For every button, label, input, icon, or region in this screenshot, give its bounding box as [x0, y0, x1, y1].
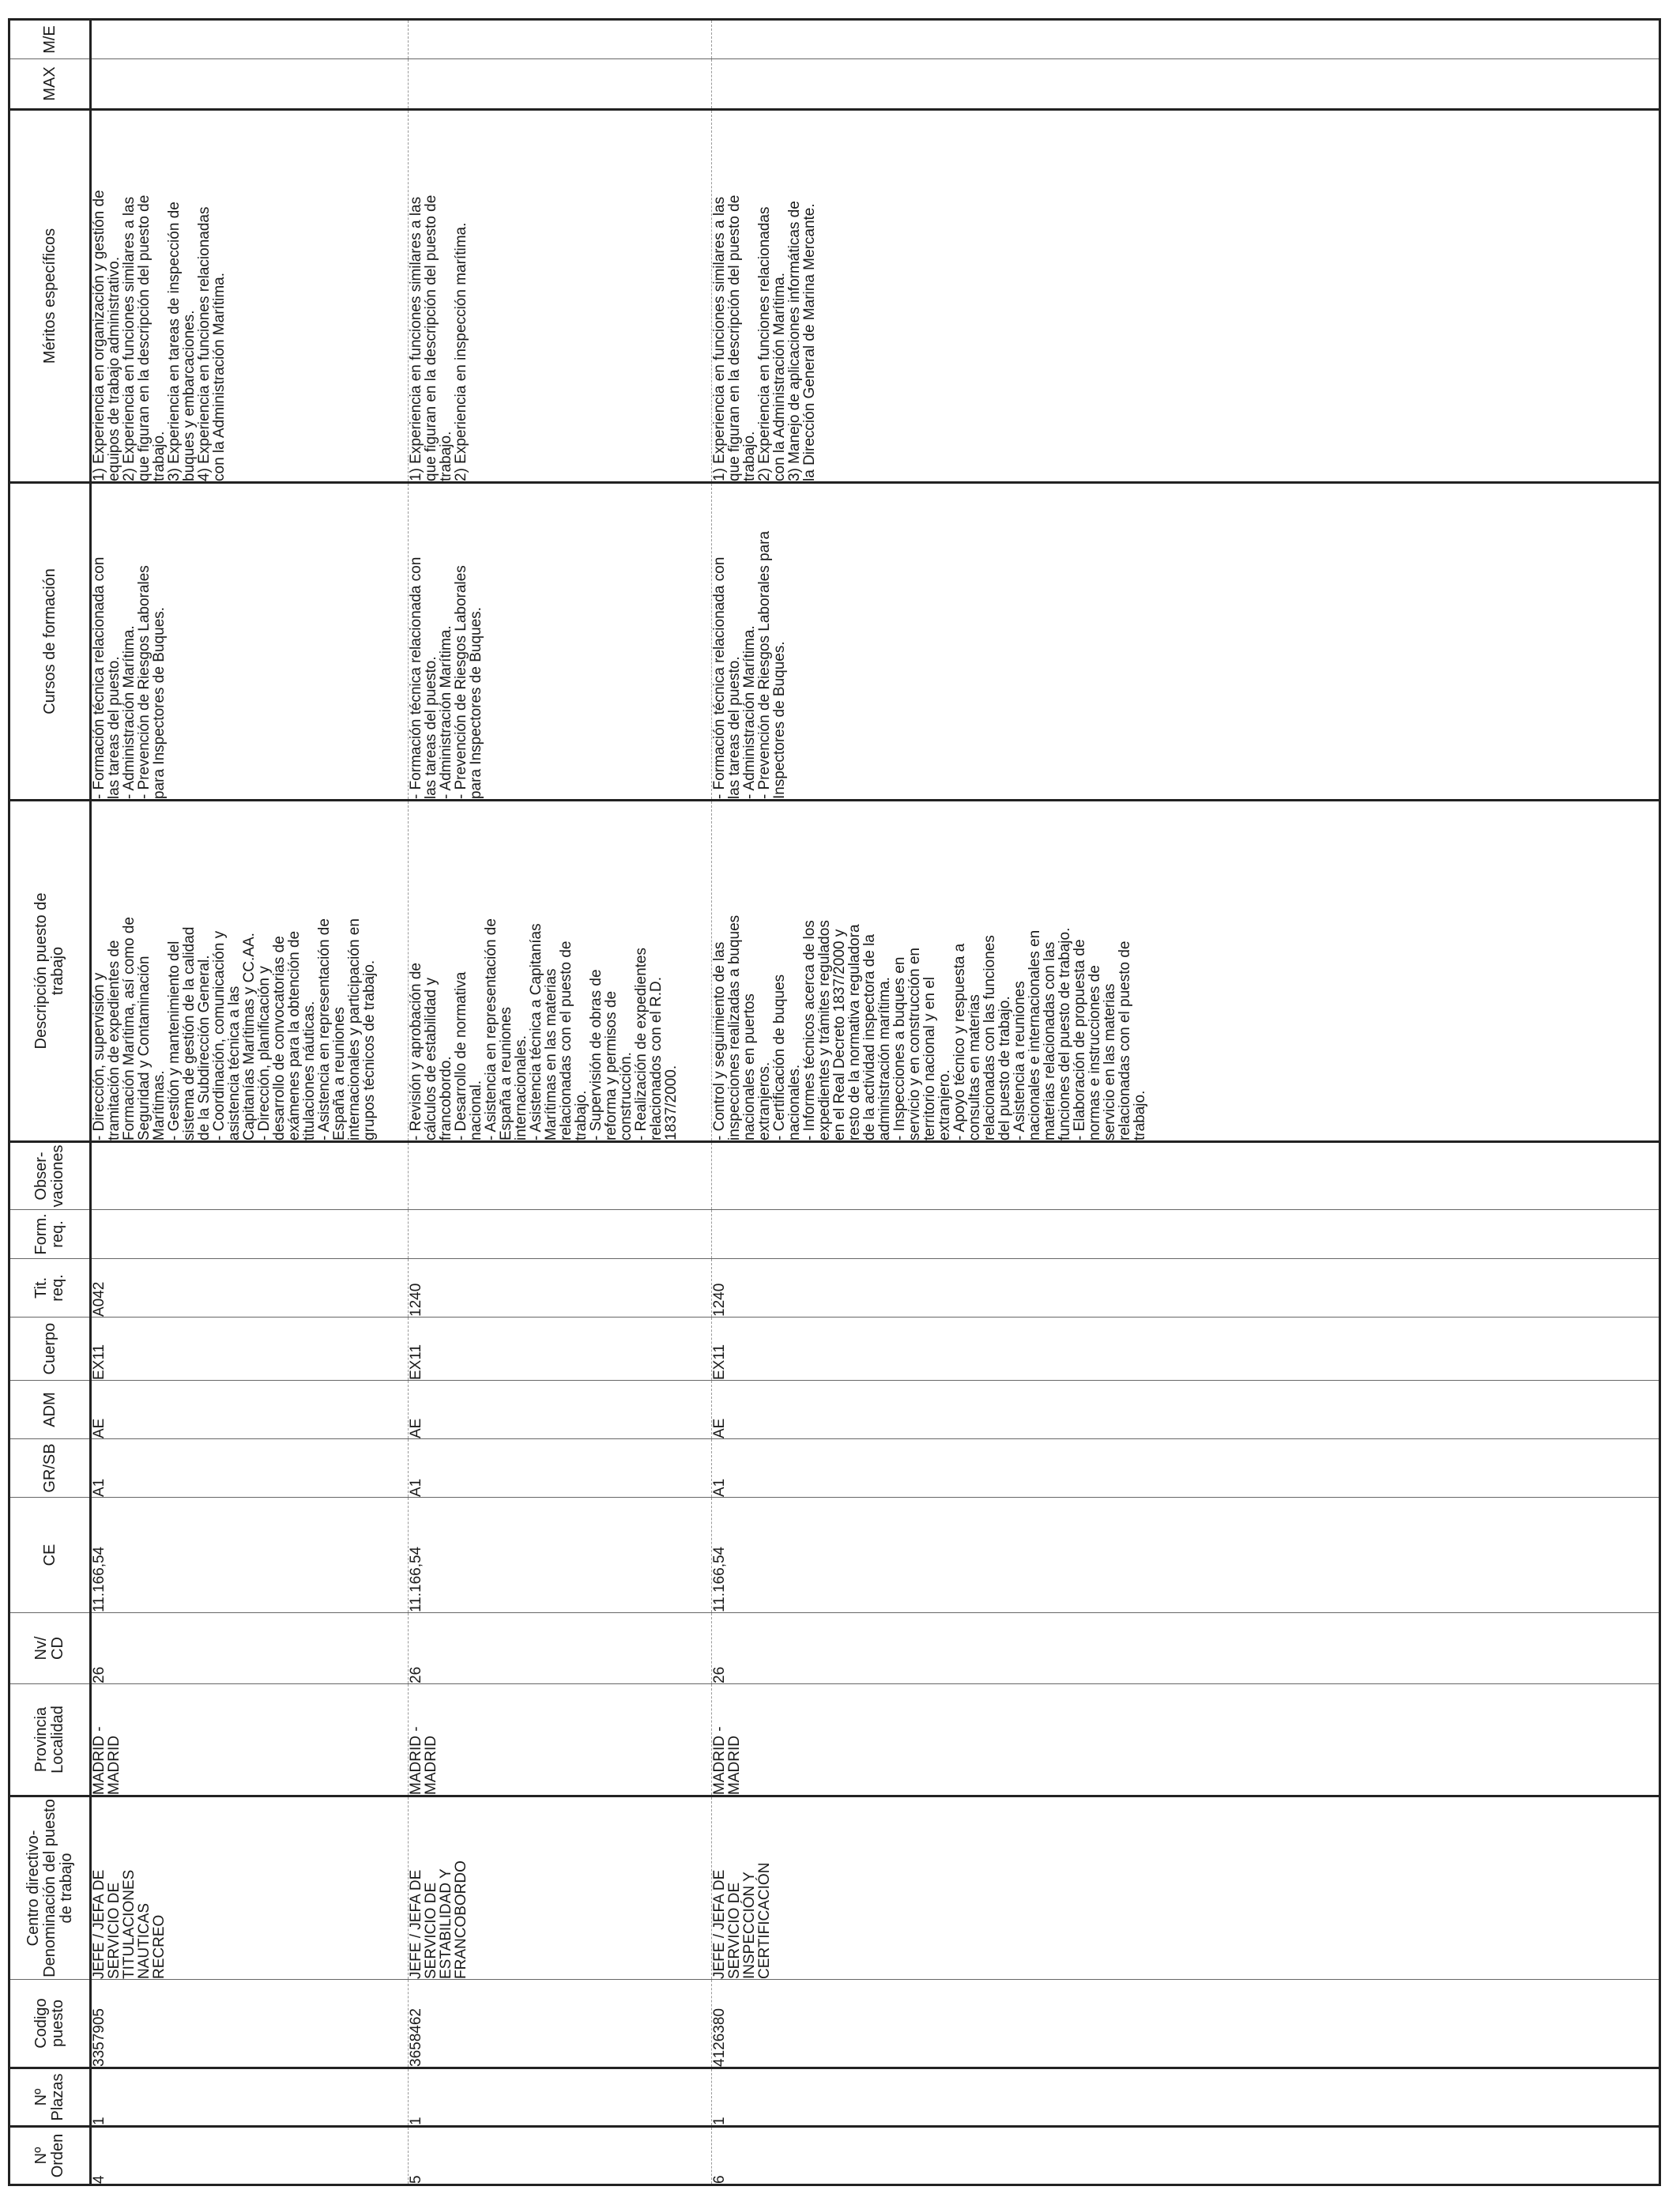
header-formacion: Form. req. [9, 1210, 91, 1259]
cell-provincia: MADRID - MADRID [91, 1684, 409, 1796]
vacancies-table [8, 18, 1661, 2186]
cell-observaciones [91, 1142, 409, 1210]
header-meritos: Méritos específicos [9, 110, 91, 483]
table-row [712, 20, 1660, 2185]
cell-ce: 11.166,54 [91, 1498, 409, 1613]
cell-codigo: 3357905 [91, 1980, 409, 2068]
cell-nivel: 26 [409, 1613, 712, 1684]
header-me: M/E [9, 20, 91, 59]
table-row [409, 20, 712, 2185]
cell-adm: AE [409, 1381, 712, 1439]
cell-titulacion: 1240 [712, 1259, 1660, 1318]
cell-provincia: MADRID - MADRID [712, 1684, 1660, 1796]
cell-orden: 4 [91, 2127, 409, 2185]
header-max: MAX [9, 59, 91, 110]
cell-cuerpo: EX11 [409, 1318, 712, 1381]
cell-meritos: 1) Experiencia en funciones similares a las que figuran en la descripción del puesto de trabajo. 2) Experiencia en funciones relacionadas con la Administración Marítima. 3) Manejo de aplicaciones informáticas de la Dirección General de Marina Mercante. [712, 110, 1660, 483]
cell-nivel: 26 [712, 1613, 1660, 1684]
cell-descripcion: - Dirección, supervisión y tramitación de expedientes de Formación Marítima, así como de Seguridad y Contaminación Marítimas. - Gestión y mantenimiento del sistema de gestión de la calidad de la Subdirección General. - Coordinación, comunicación y asistencia técnica a las Capitanías Marítimas y CC.AA. - Dirección, planificación y desarrollo de convocatorias de exámenes para la obtención de titulaciones náuticas. - Asistencia en representación de España a reuniones internacionales y participación en grupos técnicos de trabajo. [91, 801, 409, 1142]
cell-adm: AE [712, 1381, 1660, 1439]
cell-centro: JEFE / JEFA DE SERVICIO DE ESTABILIDAD Y FRANCOBORDO [409, 1796, 712, 1980]
cell-cursos: - Formación técnica relacionada con las tareas del puesto. - Administración Marítima. - Prevención de Riesgos Laborales para Inspectores de Buques. [712, 483, 1660, 801]
cell-plazas: 1 [712, 2068, 1660, 2127]
cell-formacion [712, 1210, 1660, 1259]
cell-codigo: 4126380 [712, 1980, 1660, 2068]
header-cursos: Cursos de formación [9, 483, 91, 801]
header-cuerpo: Cuerpo [9, 1318, 91, 1381]
header-centro: Centro directivo- Denominación del puesto de trabajo [9, 1796, 91, 1980]
cell-observaciones [712, 1142, 1660, 1210]
cell-cursos: - Formación técnica relacionada con las tareas del puesto. - Administración Marítima. - Prevención de Riesgos Laborales para Inspectores de Buques. [91, 483, 409, 801]
cell-centro: JEFE / JEFA DE SERVICIO DE TITULACIONES NAUTICAS RECREO [91, 1796, 409, 1980]
header-row [9, 20, 91, 2185]
cell-meritos: 1) Experiencia en funciones similares a las que figuran en la descripción del puesto de trabajo. 2) Experiencia en inspección marítima. [409, 110, 712, 483]
cell-ce: 11.166,54 [409, 1498, 712, 1613]
cell-titulacion: 1240 [409, 1259, 712, 1318]
cell-orden: 6 [712, 2127, 1660, 2185]
header-codigo: Codigo puesto [9, 1980, 91, 2068]
table-row [91, 20, 409, 2185]
cell-me [409, 20, 712, 59]
header-nivel: Nv/ CD [9, 1613, 91, 1684]
header-titulacion: Tit. req. [9, 1259, 91, 1318]
cell-descripcion: - Revisión y aprobación de cálculos de estabilidad y francobordo. - Desarrollo de normativa nacional. - Asistencia en representación de España a reuniones internacionales. - Asistencia técnica a Capitanías Marítimas en las materias relacionadas con el puesto de trabajo. - Supervisión de obras de reforma y permisos de construcción. - Realización de expedientes relacionados con el R.D. 1837/2000. [409, 801, 712, 1142]
cell-grupo: A1 [409, 1439, 712, 1498]
cell-max [409, 59, 712, 110]
cell-meritos: 1) Experiencia en organización y gestión de equipos de trabajo administrativo. 2) Experiencia en funciones similares a las que figuran en la descripción del puesto de trabajo. 3) Experiencia en tareas de inspección de buques y embarcaciones. 4) Experiencia en funciones relacionadas con la Administración Marítima. [91, 110, 409, 483]
cell-ce: 11.166,54 [712, 1498, 1660, 1613]
header-ce: CE [9, 1498, 91, 1613]
cell-grupo: A1 [712, 1439, 1660, 1498]
cell-titulacion: A042 [91, 1259, 409, 1318]
cell-centro: JEFE / JEFA DE SERVICIO DE INSPECCIÓN Y CERTIFICACIÓN [712, 1796, 1660, 1980]
header-descripcion: Descripción puesto de trabajo [9, 801, 91, 1142]
cell-cuerpo: EX11 [91, 1318, 409, 1381]
cell-codigo: 3658462 [409, 1980, 712, 2068]
cell-cursos: - Formación técnica relacionada con las tareas del puesto. - Administración Marítima. - Prevención de Riesgos Laborales para Inspectores de Buques. [409, 483, 712, 801]
cell-formacion [91, 1210, 409, 1259]
cell-cuerpo: EX11 [712, 1318, 1660, 1381]
cell-plazas: 1 [409, 2068, 712, 2127]
cell-me [91, 20, 409, 59]
header-plazas: Nº Plazas [9, 2068, 91, 2127]
cell-formacion [409, 1210, 712, 1259]
header-adm: ADM [9, 1381, 91, 1439]
cell-adm: AE [91, 1381, 409, 1439]
cell-orden: 5 [409, 2127, 712, 2185]
header-observaciones: Obser- vaciones [9, 1142, 91, 1210]
cell-plazas: 1 [91, 2068, 409, 2127]
cell-observaciones [409, 1142, 712, 1210]
cell-descripcion: - Control y seguimiento de las inspecciones realizadas a buques nacionales en puertos extranjeros. - Certificación de buques nacionales. - Informes técnicos acerca de los expedientes y trámites regulados en el Real Decreto 1837/2000 y resto de la normativa reguladora de la actividad inspectora de la administración marítima. - Inspecciones a buques en servicio y en construcción en territorio nacional y en el extranjero. - Apoyo técnico y respuesta a consultas en materias relacionadas con las funciones del puesto de trabajo. - Asistencia a reuniones nacionales e internacionales en materias relacionadas con las funciones del puesto de trabajo. - Elaboración de propuesta de normas e instrucciones de servicio en las materias relacionadas con el puesto de trabajo. [712, 801, 1660, 1142]
cell-nivel: 26 [91, 1613, 409, 1684]
header-grupo: GR/SB [9, 1439, 91, 1498]
cell-max [91, 59, 409, 110]
cell-provincia: MADRID - MADRID [409, 1684, 712, 1796]
header-orden: Nº Orden [9, 2127, 91, 2185]
cell-max [712, 59, 1660, 110]
header-provincia: Provincia Localidad [9, 1684, 91, 1796]
cell-me [712, 20, 1660, 59]
cell-grupo: A1 [91, 1439, 409, 1498]
